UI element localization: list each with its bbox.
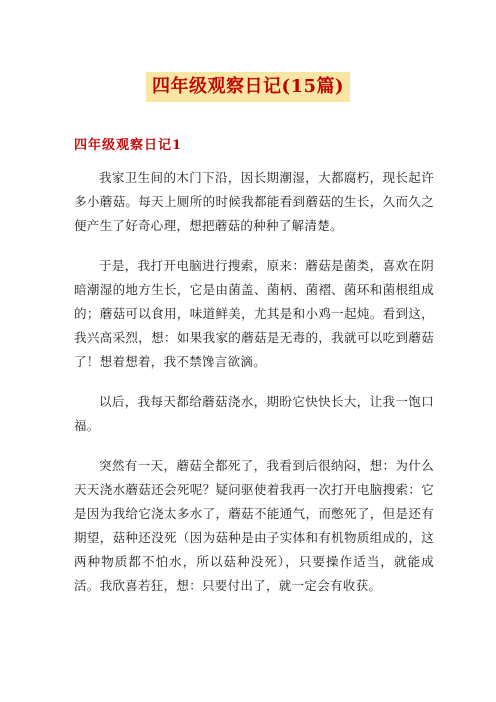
document-title: 四年级观察日记(15篇) (146, 72, 350, 102)
paragraph-3: 以后，我每天都给蘑菇浇水，期盼它快快长大，让我一饱口福。 (74, 394, 434, 433)
paragraph-4: 突然有一天，蘑菇全都死了，我看到后很纳闷，想：为什么天天浇水蘑菇还会死呢？疑问驱使着我再一次打开电脑搜索：它是因为我给它浇太多水了，蘑菇不能通气，而憋死了，但是还有期望，菇种还没死（因为菇种是由子实体和有机物质组成的，这两种物质都不怕水，所以菇种没死），只要操作适当，就能成活。我欣喜若狂，想：只要付出了，就一定会有收获。 (74, 458, 434, 593)
paragraph-2: 于是，我打开电脑进行搜索，原来：蘑菇是菌类，喜欢在阴暗潮湿的地方生长，它是由菌盖、菌柄、菌褶、菌环和菌根组成的；蘑菇可以食用，味道鲜美，尤其是和小鸡一起炖。看到这，我兴高采烈，想：如果我家的蘑菇是无毒的，我就可以吃到蘑菇了！想着想着，我不禁馋言欲滴。 (74, 258, 434, 369)
paragraph-1: 我家卫生间的木门下沿，因长期潮湿，大都腐朽，现长起许多小蘑菇。每天上厕所的时候我都能看到蘑菇的生长，久而久之便产生了好奇心理，想把蘑菇的种种了解清楚。 (74, 170, 434, 233)
body-text (74, 166, 434, 614)
section-heading: 四年级观察日记1 (74, 138, 183, 153)
title-container (0, 72, 496, 102)
